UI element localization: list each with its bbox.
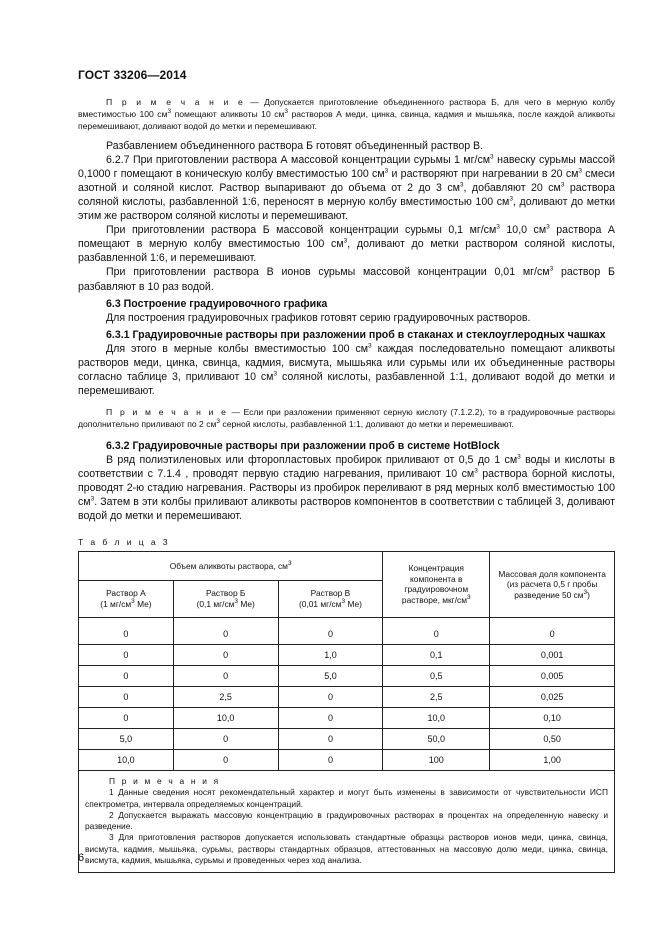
paragraph-solution-v-antimony: При приготовлении раствора В ионов сурьмы массовой концентрации 0,01 $мг/см^3$ раствор Б разбавляют в 10 раз водой. — [78, 265, 615, 293]
table-cell: 50,0 — [383, 728, 490, 749]
note-label: П р и м е ч а н и е — [106, 407, 229, 418]
table-cell: 0,1 — [383, 644, 490, 665]
table-cell: 0 — [79, 644, 174, 665]
table-cell: 1,0 — [278, 644, 383, 665]
document-body — [78, 96, 615, 873]
table-cell: 0 — [278, 728, 383, 749]
notes-title: П р и м е ч а н и я — [109, 775, 221, 786]
section-6-3-2-heading: 6.3.2 Градуировочные растворы при разложении проб в системе HotBlock — [106, 439, 500, 452]
page-number: 6 — [78, 852, 85, 864]
table-note-2: 2 Допускается выражать массовую концентрацию в градуировочных растворах в процентах на определенную навеску и разведение. — [85, 809, 608, 832]
table-cell: 0 — [173, 665, 278, 686]
table-cell: 0 — [173, 728, 278, 749]
table-cell: 0,025 — [490, 686, 615, 707]
table-note-1: 1 Данные сведения носят рекомендательный характер и могут быть изменены в зависимости от чувствительности ИСП спектрометра, интервала определяемых концентраций. — [85, 787, 608, 809]
table-cell: 0,5 — [383, 665, 490, 686]
table-cell: 5,0 — [79, 728, 174, 749]
paragraph-combined-solution-v: Разбавлением объединенного раствора Б готовят объединенный раствор В. — [106, 139, 484, 152]
table-cell: 10,0 — [79, 749, 174, 770]
paragraph-6-3-2: В ряд полиэтиленовых или фторопластовых пробирок приливают от 0,5 до 1 $см^3$ воды и кислоты в соответствии с 7.1.4 , проводят первую стадию нагревания, приливают 10 $см^3$ раствора борной кислоты, проводят 2-ю стадию нагревания. Растворы из пробирок переливают в ряд мерных колб вместимостью 100 $см^3$. Затем в эти колбы приливают аликвоты растворов компонентов в соответствии с таблицей 3, доливают водой до метки и перемешивают. — [78, 452, 615, 522]
paragraph-calibration-series: Для построения градуировочных графиков готовят серию градуировочных растворов. — [106, 311, 531, 324]
table-cell: 0 — [278, 707, 383, 728]
table-cell: 0,50 — [490, 728, 615, 749]
table-cell: 2,5 — [173, 686, 278, 707]
header-solution-a: Раствор А (1 $мг/см^3$ Me) — [79, 580, 174, 617]
table-cell: 0 — [383, 617, 490, 644]
table-cell: 0,001 — [490, 644, 615, 665]
table-cell: 0 — [79, 617, 174, 644]
table-cell: 0 — [79, 707, 174, 728]
table-cell: 10,0 — [383, 707, 490, 728]
table-cell: 0 — [79, 686, 174, 707]
table-row — [79, 728, 615, 749]
paragraph-6-2-7: 6.2.7 При приготовлении раствора А массовой концентрации сурьмы 1 $мг/см^3$ навеску сурьмы массой 0,1000 г помещают в коническую колбу вместимостью 100 $см^3$ и растворяют при нагревании в 20 $см^3$ смеси азотной и соляной кислот. Раствор выпаривают до объема от 2 до 3 $см^3$, добавляют 20 $см^3$ раствора соляной кислоты, разбавленной 1:6, переносят в мерную колбу вместимостью 100 $см^3$, доливают до метки этим же раствором соляной кислоты и перемешивают. — [78, 153, 616, 223]
table-cell: 0 — [173, 617, 278, 644]
table-row — [79, 749, 615, 770]
header-mass-fraction: Массовая доля компонента (из расчета 0,5 г пробы разведение 50 $см^3$) — [490, 551, 615, 617]
table-row — [79, 707, 615, 728]
header-aliquot-volume: Объем аликвоты раствора, $см^3$ — [79, 551, 383, 580]
table-row — [79, 644, 615, 665]
paragraph-solution-b-antimony: При приготовлении раствора Б массовой концентрации сурьмы 0,1 $мг/см^3$ 10,0 $см^3$ раствора А помещают в мерную колбу вместимостью 100 $см^3$, доливают до метки раствором соляной кислоты, разбавленной 1:6, и перемешивают. — [78, 223, 615, 265]
table-caption: Т а б л и ц а 3 — [78, 536, 170, 547]
table-cell: 100 — [383, 749, 490, 770]
paragraph-6-3-1: Для этого в мерные колбы вместимостью 100 $см^3$ каждая последовательно помещают аликвоты растворов меди, цинка, свинца, кадмия, висмута, мышьяка или сурьмы или их объединенные растворы согласно таблице 3, приливают 10 $см^3$ соляной кислоты, разбавленной 1:1, доливают водой до метки и перемешивают. — [78, 342, 616, 398]
table-cell: 10,0 — [173, 707, 278, 728]
header-solution-b: Раствор Б (0,1 $мг/см^3$ Me) — [173, 580, 278, 617]
document-header: ГОСТ 33206—2014 — [78, 68, 187, 82]
table-cell: 0 — [173, 749, 278, 770]
table-row — [79, 665, 615, 686]
note-label: П р и м е ч а н и е — [106, 97, 245, 107]
note-2: П р и м е ч а н и е — Если при разложении применяют серную кислоту (7.1.2.2), то в градуировочные растворы дополнительно приливают по 2 $см^3$ серной кислоты, разбавленной 1:1, доливают до метки и перемешивают. — [78, 407, 615, 430]
table-note-3: 3 Для приготовления растворов допускается использовать стандартные образцы растворов ионов меди, цинка, свинца, висмута, кадмия, мышьяка, сурьмы, растворы стандартных образцов, аттестованных на массовую долю меди, цинка, свинца, висмута, кадмия, мышьяка, сурьмы и проведенных через ход анализа. — [85, 832, 608, 866]
header-concentration: Концентрация компонента в градуировочном растворе, мкг/$см^3$ — [383, 551, 490, 617]
table-cell: 0 — [79, 665, 174, 686]
table-cell: 0 — [278, 749, 383, 770]
table-cell: 1,00 — [490, 749, 615, 770]
note-1: П р и м е ч а н и е — Допускается приготовление объединенного раствора Б, для чего в мерную колбу вместимостью 100 $см^3$ помещают аликвоты 10 $см^3$ растворов А меди, цинка, свинца, кадмия и мышьяка, после каждой аликвоты перемешивают, доливают водой до метки и перемешивают. — [78, 97, 615, 132]
table-row — [79, 686, 615, 707]
table-cell: 0,10 — [490, 707, 615, 728]
table-3 — [78, 551, 615, 873]
table-notes — [79, 770, 615, 872]
table-cell: 0 — [173, 644, 278, 665]
table-cell: 5,0 — [278, 665, 383, 686]
section-6-3-heading: 6.3 Построение градуировочного графика — [106, 297, 328, 310]
table-row — [79, 617, 615, 644]
table-cell: 2,5 — [383, 686, 490, 707]
table-cell: 0 — [490, 617, 615, 644]
section-6-3-1-heading: 6.3.1 Градуировочные растворы при разложении проб в стаканах и стеклоуглеродных чашках — [106, 328, 606, 341]
table-cell: 0 — [278, 686, 383, 707]
table-cell: 0 — [278, 617, 383, 644]
table-cell: 0,005 — [490, 665, 615, 686]
header-solution-v: Раствор В (0,01 $мг/см^3$ Me) — [278, 580, 383, 617]
